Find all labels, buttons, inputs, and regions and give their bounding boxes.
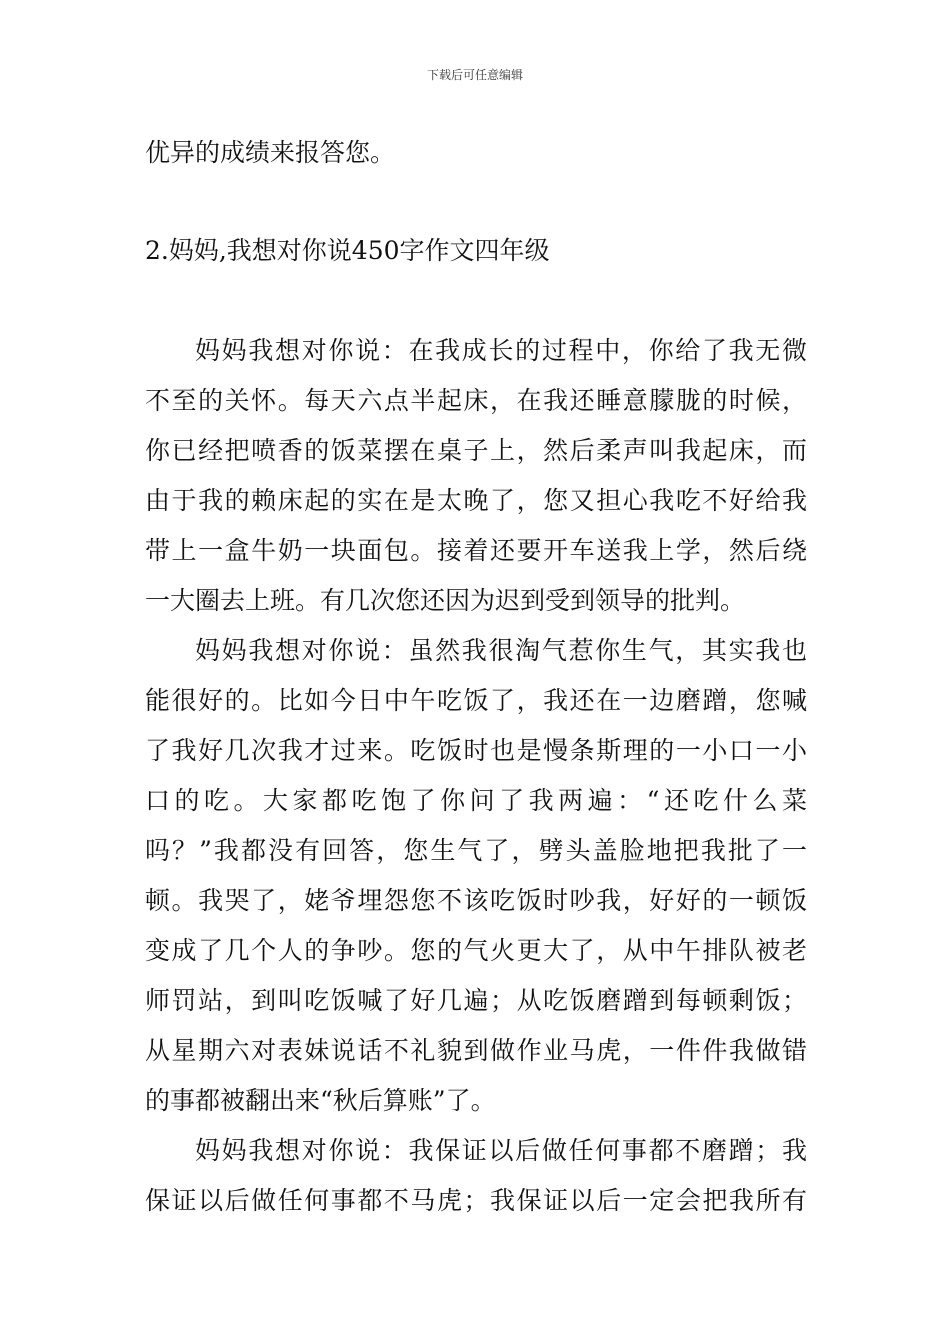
paragraph-1 [145, 326, 807, 626]
paragraph-line: 妈妈我想对你说：我保证以后做任何事都不磨蹭；我 [195, 1136, 807, 1165]
paragraph-line: 你已经把喷香的饭菜摆在桌子上，然后柔声叫我起床，而 [145, 436, 807, 465]
paragraph-line: 吗？”我都没有回答，您生气了，劈头盖脸地把我批了一 [145, 836, 807, 865]
paragraph-line: 口的吃。大家都吃饱了你问了我两遍：“还吃什么菜 [145, 786, 807, 815]
paragraph-line: 变成了几个人的争吵。您的气火更大了，从中午排队被老 [145, 936, 807, 965]
paragraph-line: 由于我的赖床起的实在是太晚了，您又担心我吃不好给我 [145, 486, 807, 515]
paragraph-line: 带上一盒牛奶一块面包。接着还要开车送我上学，然后绕 [145, 536, 807, 565]
paragraph-2 [145, 626, 807, 1126]
paragraph-line: 妈妈我想对你说：虽然我很淘气惹你生气，其实我也 [195, 636, 807, 665]
paragraph-line: 妈妈我想对你说：在我成长的过程中，你给了我无微 [195, 336, 807, 365]
continuation-line: 优异的成绩来报答您。 [145, 138, 396, 167]
paragraph-line: 师罚站，到叫吃饭喊了好几遍；从吃饭磨蹭到每顿剩饭； [145, 986, 807, 1015]
paragraph-line: 一大圈去上班。有几次您还因为迟到受到领导的批判。 [145, 586, 746, 615]
paragraph-line: 能很好的。比如今日中午吃饭了，我还在一边磨蹭，您喊 [145, 686, 807, 715]
section-heading: 2.妈妈,我想对你说450字作文四年级 [145, 236, 550, 265]
paragraph-line: 从星期六对表妹说话不礼貌到做作业马虎，一件件我做错 [145, 1036, 807, 1065]
paragraph-line: 的事都被翻出来“秋后算账”了。 [145, 1086, 496, 1115]
page-header-note: 下载后可任意编辑 [426, 68, 523, 82]
document-body [145, 128, 807, 1226]
paragraph-line: 了我好几次我才过来。吃饭时也是慢条斯理的一小口一小 [145, 736, 807, 765]
paragraph-line: 保证以后做任何事都不马虎；我保证以后一定会把我所有 [145, 1186, 807, 1215]
paragraph-line: 顿。我哭了，姥爷埋怨您不该吃饭时吵我，好好的一顿饭 [145, 886, 807, 915]
paragraph-line: 不至的关怀。每天六点半起床，在我还睡意朦胧的时候， [145, 386, 807, 415]
paragraph-3 [145, 1126, 807, 1226]
